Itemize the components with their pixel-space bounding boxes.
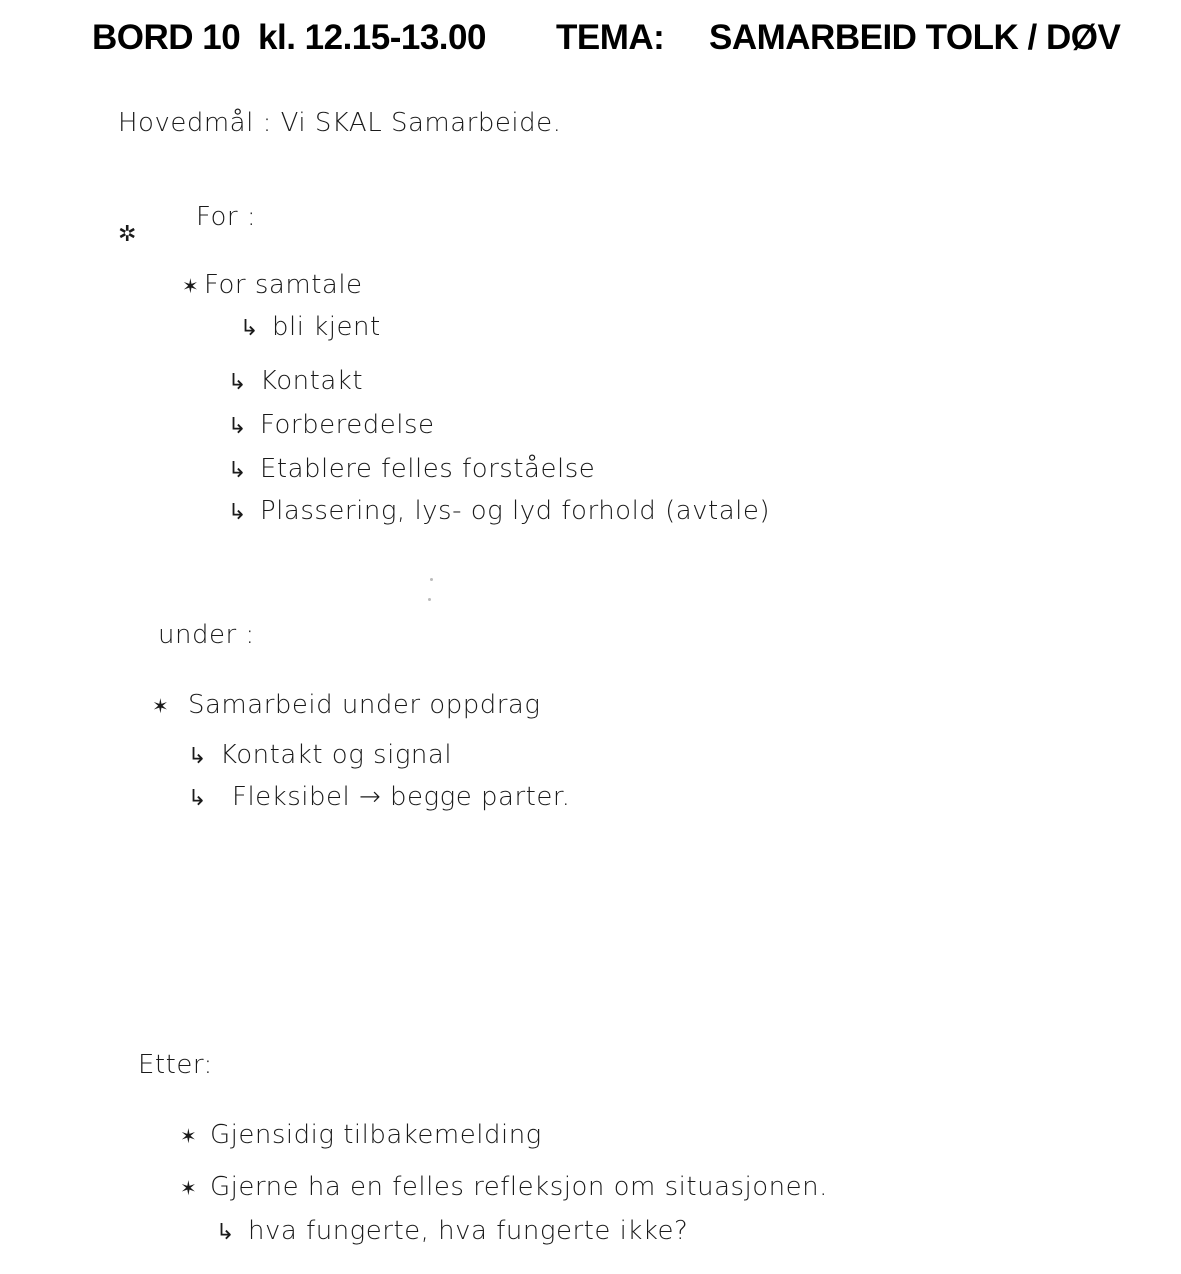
arrow-bullet-icon: ↳: [228, 458, 247, 483]
before-subitem: ↳ bli kjent: [240, 312, 381, 342]
arrow-bullet-icon: ↳: [188, 744, 207, 769]
page-header: [0, 14, 1181, 64]
during-cooperation-item: ✶ Samarbeid under oppdrag: [152, 690, 541, 720]
arrow-bullet-icon: ↳: [228, 500, 247, 525]
arrow-bullet-icon: ↳: [228, 414, 247, 439]
arrow-bullet-icon: ↳: [216, 1220, 235, 1245]
theme-title: SAMARBEID TOLK / DØV: [709, 18, 1121, 57]
time-slot: kl. 12.15-13.00: [258, 18, 486, 57]
star-bullet-icon: ✶: [152, 693, 170, 718]
before-conversation-item: ✶ For samtale: [182, 270, 363, 300]
before-subitem: ↳ Kontakt: [228, 366, 364, 396]
star-bullet-icon: ✶: [180, 1175, 198, 1200]
arrow-bullet-icon: ↳: [228, 370, 247, 395]
star-bullet-icon: ✶: [180, 1123, 198, 1148]
after-heading: Etter:: [138, 1050, 213, 1080]
during-heading: under :: [158, 620, 255, 650]
arrow-bullet-icon: ↳: [188, 786, 207, 811]
star-bullet-icon: ✶: [182, 273, 200, 298]
theme-label: TEMA:: [556, 18, 665, 57]
paper-speck: [430, 578, 433, 581]
main-goal: Hovedmål : Vi SKAL Samarbeide.: [118, 108, 562, 138]
during-subitem: ↳ Fleksibel → begge parter.: [188, 782, 571, 812]
before-heading: For :: [196, 202, 257, 232]
paper-speck: [428, 598, 431, 601]
before-subitem: ↳ Etablere felles forståelse: [228, 454, 596, 484]
before-subitem: ↳ Plassering, lys- og lyd forhold (avtale): [228, 496, 771, 526]
after-subitem: ↳ hva fungerte, hva fungerte ikke?: [216, 1216, 689, 1246]
star-icon: ✲: [118, 222, 137, 247]
after-item: ✶ Gjerne ha en felles refleksjon om situasjonen.: [180, 1172, 828, 1202]
arrow-bullet-icon: ↳: [240, 316, 259, 341]
table-number: BORD 10: [92, 18, 241, 57]
after-item: ✶ Gjensidig tilbakemelding: [180, 1120, 542, 1150]
during-subitem: ↳ Kontakt og signal: [188, 740, 453, 770]
before-subitem: ↳ Forberedelse: [228, 410, 435, 440]
